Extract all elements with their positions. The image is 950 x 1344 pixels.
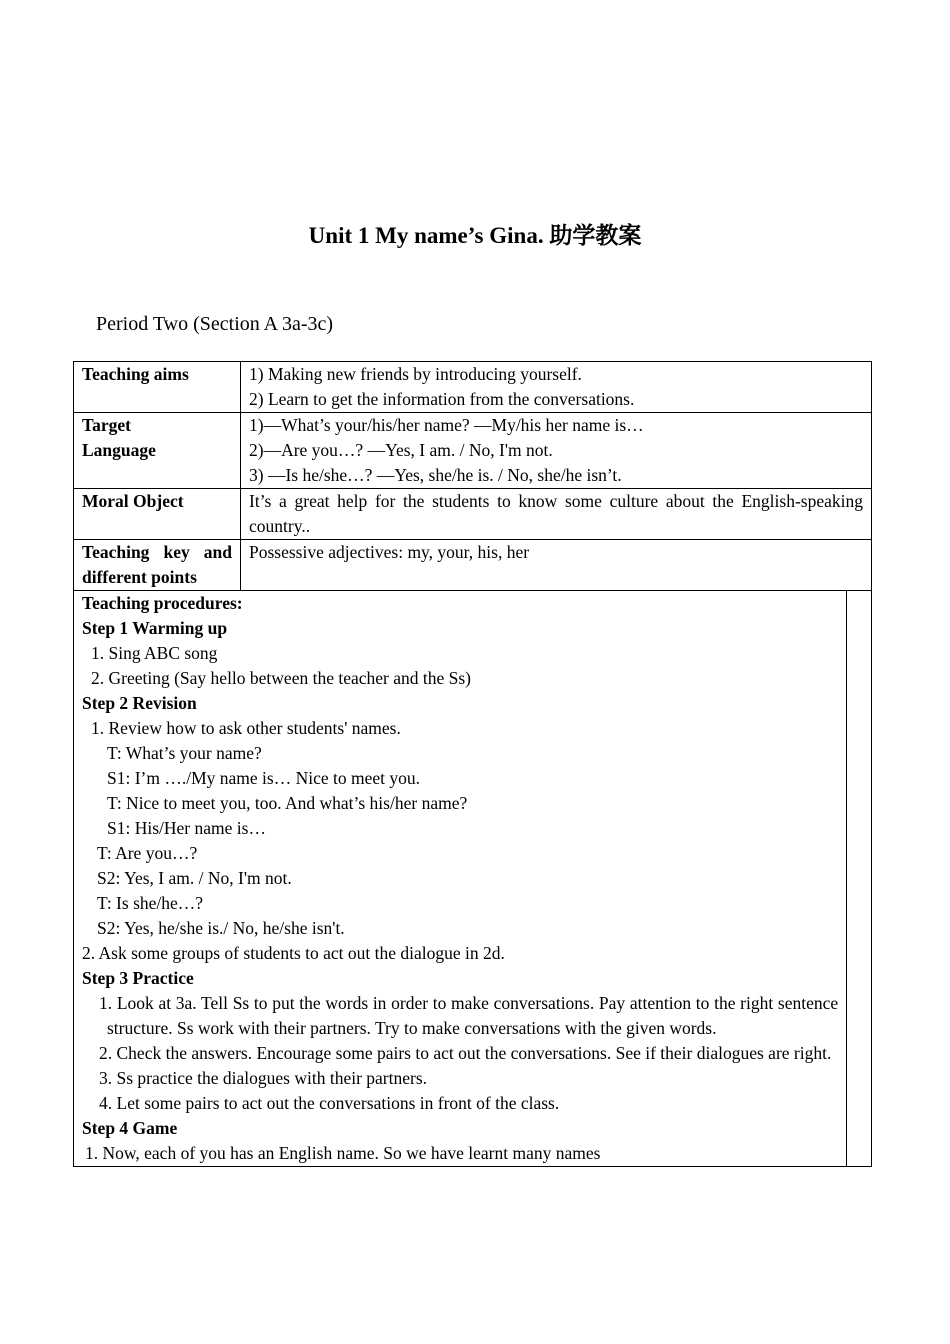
aim-line: 1) Making new friends by introducing yourself. xyxy=(249,364,582,384)
row-moral-object xyxy=(74,489,872,540)
list-item: 1. Look at 3a. Tell Ss to put the words in order to make conversations. Pay attention to the right sentence structure. Ss work with their partners. Try to make conversations with the given words. xyxy=(99,993,839,1038)
label-moral-object: Moral Object xyxy=(74,489,241,540)
dialog-line: T: What’s your name? xyxy=(107,743,262,763)
label-teaching-aims: Teaching aims xyxy=(74,362,241,413)
dialog-line: T: Nice to meet you, too. And what’s his/her name? xyxy=(107,793,468,813)
notes-column xyxy=(847,591,872,1167)
list-item: 2. Greeting (Say hello between the teacher and the Ss) xyxy=(91,668,472,688)
target-line: 3) —Is he/she…? —Yes, she/he is. / No, she/he isn’t. xyxy=(249,465,622,485)
target-language-content xyxy=(241,413,872,489)
teaching-aims-content xyxy=(241,362,872,413)
step-title: Step 3 Practice xyxy=(82,968,194,988)
dialog-line: S1: His/Her name is… xyxy=(107,818,266,838)
dialog-line: S1: I’m …./My name is… Nice to meet you. xyxy=(107,768,421,788)
moral-object-content: It’s a great help for the students to know some culture about the English-speaking country.. xyxy=(241,489,872,540)
procedures-heading: Teaching procedures: xyxy=(82,593,243,613)
period-subtitle: Period Two (Section A 3a-3c) xyxy=(96,313,334,335)
row-target-language xyxy=(74,413,872,489)
teaching-key-content: Possessive adjectives: my, your, his, her xyxy=(241,540,872,591)
step-title: Step 4 Game xyxy=(82,1118,178,1138)
label-teaching-key: Teaching key and different points xyxy=(74,540,241,591)
document-title: Unit 1 My name’s Gina. 助学教案 xyxy=(308,223,642,248)
dialog-line: S2: Yes, I am. / No, I'm not. xyxy=(97,868,292,888)
target-line: 1)—What’s your/his/her name? —My/his her name is… xyxy=(249,415,644,435)
dialog-line: T: Are you…? xyxy=(97,843,198,863)
row-procedures xyxy=(74,591,872,1167)
step-title: Step 2 Revision xyxy=(82,693,197,713)
list-item: 2. Ask some groups of students to act out the dialogue in 2d. xyxy=(82,943,505,963)
row-teaching-aims xyxy=(74,362,872,413)
list-item: 4. Let some pairs to act out the conversations in front of the class. xyxy=(99,1093,560,1113)
dialog-line: S2: Yes, he/she is./ No, he/she isn't. xyxy=(97,918,345,938)
list-item: 1. Review how to ask other students' names. xyxy=(91,718,401,738)
step-title: Step 1 Warming up xyxy=(82,618,228,638)
dialog-line: T: Is she/he…? xyxy=(97,893,204,913)
label-target-language xyxy=(74,413,241,489)
lesson-plan-table xyxy=(73,361,872,1167)
target-line: 2)—Are you…? —Yes, I am. / No, I'm not. xyxy=(249,440,553,460)
procedures-content xyxy=(74,591,847,1167)
label-target-line1: Target xyxy=(82,415,131,435)
list-item: 2. Check the answers. Encourage some pairs to act out the conversations. See if their dialogues are right. xyxy=(99,1043,832,1063)
label-target-line2: Language xyxy=(82,440,156,460)
row-teaching-key xyxy=(74,540,872,591)
list-item: 3. Ss practice the dialogues with their partners. xyxy=(99,1068,428,1088)
list-item: 1. Sing ABC song xyxy=(91,643,218,663)
aim-line: 2) Learn to get the information from the conversations. xyxy=(249,389,635,409)
list-item: 1. Now, each of you has an English name. So we have learnt many names xyxy=(85,1143,601,1163)
